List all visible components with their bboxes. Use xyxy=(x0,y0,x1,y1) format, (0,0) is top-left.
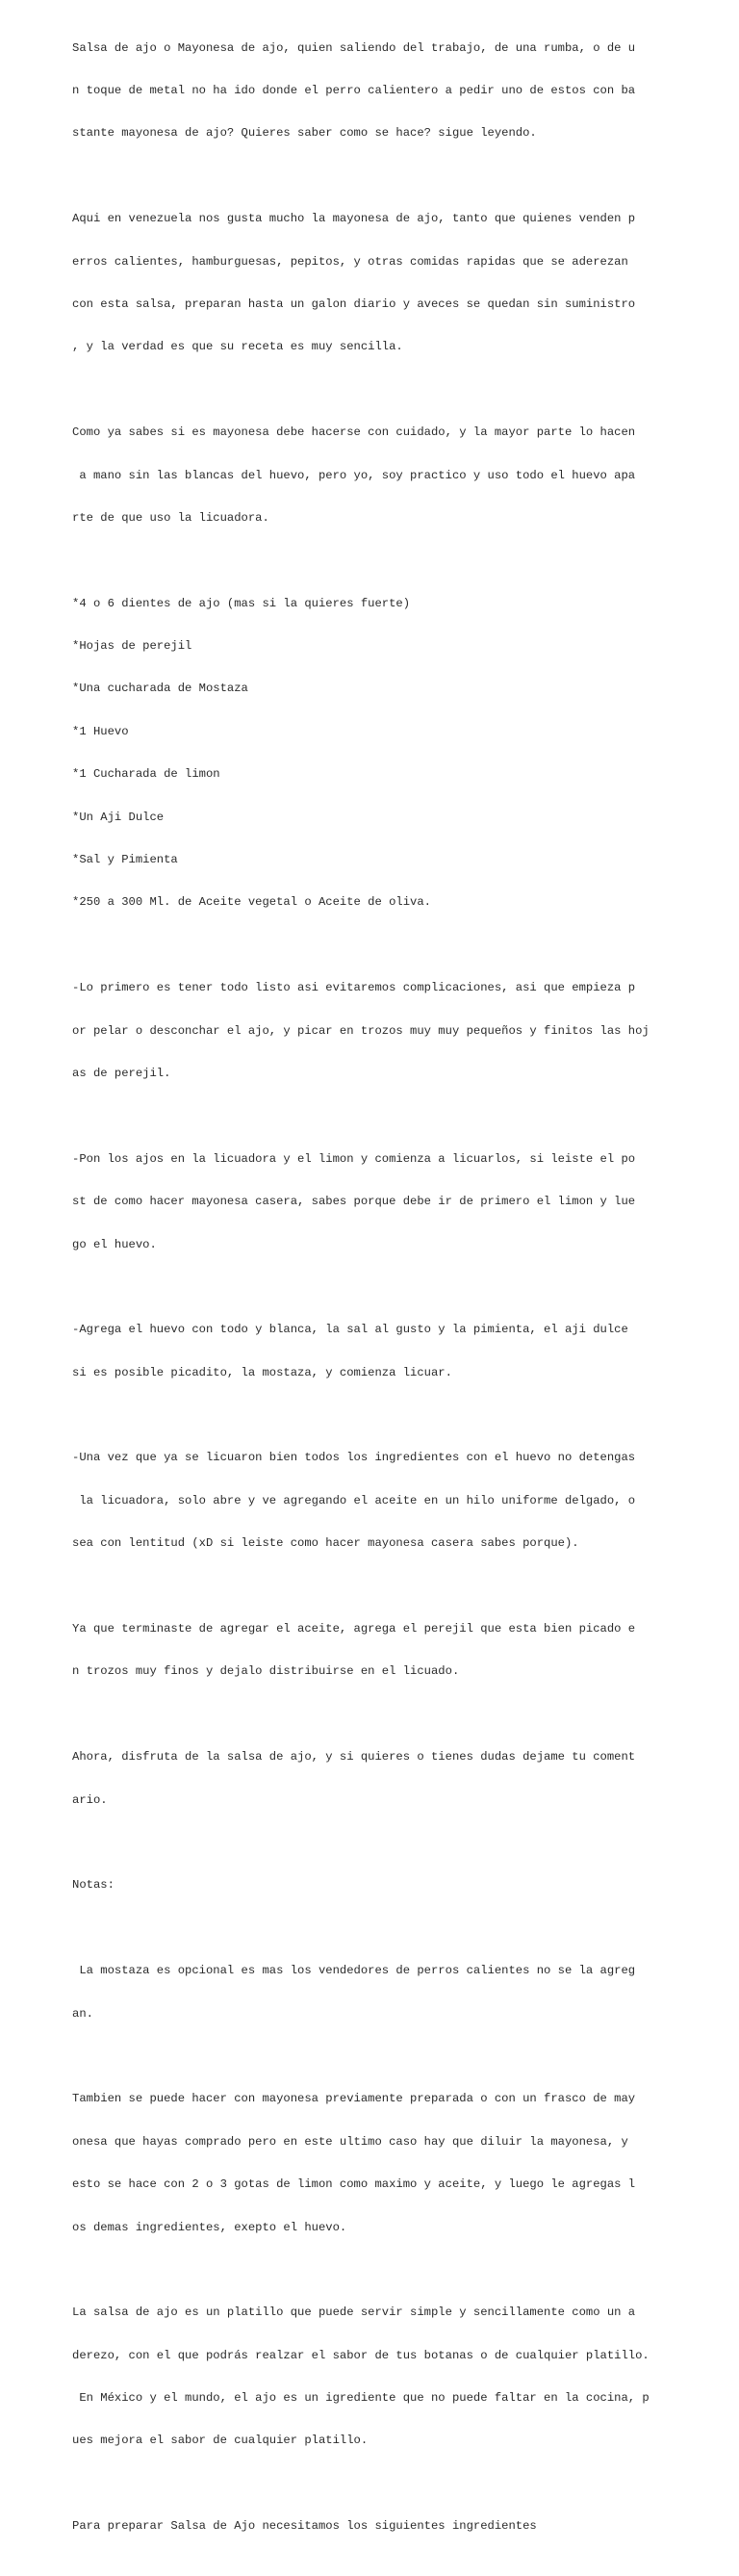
text-line: Como ya sabes si es mayonesa debe hacerse con cuidado, y la mayor parte lo hacen xyxy=(72,425,636,440)
ingredient-item: *Sal y Pimienta xyxy=(72,853,178,867)
text-line: -Una vez que ya se licuaron bien todos los ingredientes con el huevo no detengas xyxy=(72,1451,636,1465)
text-line: or pelar o desconchar el ajo, y picar en trozos muy muy pequeños y finitos las hoj xyxy=(72,1023,650,1038)
text-line: con esta salsa, preparan hasta un galon diario y aveces se quedan sin suministro xyxy=(72,296,636,311)
step-one-paragraph xyxy=(72,953,726,1110)
text-line: as de perejil. xyxy=(72,1066,171,1080)
text-line: ues mejora el sabor de cualquier platillo. xyxy=(72,2434,369,2448)
text-line: a mano sin las blancas del huevo, pero yo, soy practico y uso todo el huevo apa xyxy=(72,468,636,482)
text-line: , y la verdad es que su receta es muy sencilla. xyxy=(72,340,403,354)
note-premade-paragraph xyxy=(72,2064,726,2263)
text-line: n trozos muy finos y dejalo distribuirse en el licuado. xyxy=(72,1664,460,1679)
ingredient-item: *Un Aji Dulce xyxy=(72,810,165,824)
step-three-paragraph xyxy=(72,1295,726,1408)
text-line: st de como hacer mayonesa casera, sabes porque debe ir de primero el limon y lue xyxy=(72,1195,636,1209)
text-line: go el huevo. xyxy=(72,1237,157,1251)
text-line: Salsa de ajo o Mayonesa de ajo, quien saliendo del trabajo, de una rumba, o de u xyxy=(72,40,636,55)
text-line: si es posible picadito, la mostaza, y comienza licuar. xyxy=(72,1365,452,1379)
ingredient-item: *Una cucharada de Mostaza xyxy=(72,682,248,696)
ingredient-item: *1 Cucharada de limon xyxy=(72,767,220,782)
text-line: an. xyxy=(72,2006,93,2021)
text-line: onesa que hayas comprado pero en este ultimo caso hay que diluir la mayonesa, y xyxy=(72,2134,628,2149)
text-line: esto se hace con 2 o 3 gotas de limon como maximo y aceite, y luego le agregas l xyxy=(72,2177,636,2192)
text-line: Ahora, disfruta de la salsa de ajo, y si quieres o tienes dudas dejame tu coment xyxy=(72,1750,636,1765)
ingredient-item: *4 o 6 dientes de ajo (mas si la quieres fuerte) xyxy=(72,596,411,610)
text-line: En México y el mundo, el ajo es un igrediente que no puede faltar en la cocina, p xyxy=(72,2391,650,2406)
text-line: rte de que uso la licuadora. xyxy=(72,510,269,525)
text-line: Ya que terminaste de agregar el aceite, agrega el perejil que esta bien picado e xyxy=(72,1622,636,1636)
text-line: sea con lentitud (xD si leiste como hacer mayonesa casera sabes porque). xyxy=(72,1536,579,1551)
text-line: stante mayonesa de ajo? Quieres saber como se hace? sigue leyendo. xyxy=(72,126,537,141)
intro-paragraph xyxy=(72,13,726,169)
text-line: n toque de metal no ha ido donde el perro calientero a pedir uno de estos con ba xyxy=(72,83,636,97)
text-line: -Lo primero es tener todo listo asi evitaremos complicaciones, asi que empieza p xyxy=(72,981,636,995)
document-page xyxy=(72,13,726,2576)
text-line: La mostaza es opcional es mas los vendedores de perros calientes no se la agreg xyxy=(72,1964,636,1978)
text-line: -Pon los ajos en la licuadora y el limon y comienza a licuarlos, si leiste el po xyxy=(72,1151,636,1166)
step-two-paragraph xyxy=(72,1123,726,1280)
step-four-paragraph xyxy=(72,1423,726,1580)
text-line: la licuadora, solo abre y ve agregando el aceite en un hilo uniforme delgado, o xyxy=(72,1493,636,1507)
text-line: -Agrega el huevo con todo y blanca, la sal al gusto y la pimienta, el aji dulce xyxy=(72,1323,628,1337)
text-line: Para preparar Salsa de Ajo necesitamos los siguientes ingredientes xyxy=(72,2519,537,2534)
salsa-description-paragraph xyxy=(72,2278,726,2477)
text-line: Tambien se puede hacer con mayonesa previamente preparada o con un frasco de may xyxy=(72,2092,636,2106)
venezuela-paragraph xyxy=(72,184,726,383)
ingredient-item: *Hojas de perejil xyxy=(72,639,192,654)
text-line: derezo, con el que podrás realzar el sabor de tus botanas o de cualquier platillo. xyxy=(72,2348,650,2362)
text-line: Notas: xyxy=(72,1878,115,1893)
notes-heading xyxy=(72,1850,726,1921)
ingredients-intro-paragraph xyxy=(72,2491,726,2563)
text-line: Aqui en venezuela nos gusta mucho la mayonesa de ajo, tanto que quienes venden p xyxy=(72,212,636,226)
step-five-paragraph xyxy=(72,1593,726,1707)
text-line: erros calientes, hamburguesas, pepitos, y otras comidas rapidas que se aderezan xyxy=(72,254,628,269)
closing-paragraph xyxy=(72,1722,726,1836)
text-line: ario. xyxy=(72,1792,108,1807)
note-mustard-paragraph xyxy=(72,1936,726,2049)
method-paragraph xyxy=(72,398,726,554)
text-line: La salsa de ajo es un platillo que puede servir simple y sencillamente como un a xyxy=(72,2306,636,2320)
ingredient-item: *1 Huevo xyxy=(72,724,129,738)
ingredients-list xyxy=(72,568,726,939)
ingredient-item: *250 a 300 Ml. de Aceite vegetal o Aceite de oliva. xyxy=(72,895,431,910)
text-line: os demas ingredientes, exepto el huevo. xyxy=(72,2220,347,2234)
